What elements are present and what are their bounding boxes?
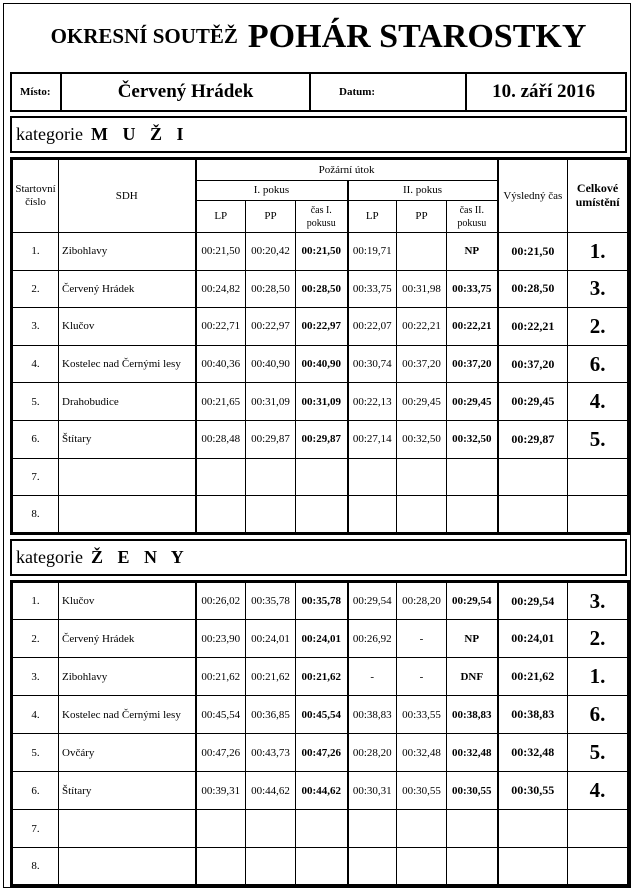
lp1-time [196,458,246,496]
col-pp2: PP [397,201,447,233]
category-name: Ž E N Y [90,547,189,567]
col-start: Startovní číslo [12,159,59,233]
table-row [12,620,629,658]
table-row [12,420,629,458]
pp2-time: 00:31,98 [397,270,447,308]
overall-rank: 1. [568,658,629,696]
result-time: 00:30,55 [498,772,568,810]
result-time [498,458,568,496]
pp2-time [397,233,447,271]
start-number: 2. [12,620,59,658]
table-row [12,458,629,496]
overall-rank: 5. [568,420,629,458]
try2-time [447,810,498,848]
place-label: Místo: [11,73,61,111]
lp2-time [348,848,397,886]
overall-rank: 3. [568,270,629,308]
lp2-time [348,496,397,534]
team-name: Kostelec nad Černými lesy [59,696,196,734]
try1-time: 00:35,78 [296,582,348,620]
lp1-time: 00:28,48 [196,420,246,458]
lp1-time: 00:23,90 [196,620,246,658]
try2-time: 00:37,20 [447,345,498,383]
start-number: 8. [12,848,59,886]
title-big: POHÁR STAROSTKY [247,18,587,55]
try2-time [447,458,498,496]
table-row [12,383,629,421]
lp1-time [196,496,246,534]
pp2-time: 00:32,50 [397,420,447,458]
pp1-time: 00:22,97 [246,308,296,346]
try1-time: 00:47,26 [296,734,348,772]
pp2-time: - [397,620,447,658]
try2-time: 00:29,54 [447,582,498,620]
try1-time: 00:24,01 [296,620,348,658]
pp2-time [397,458,447,496]
try2-time [447,848,498,886]
start-number: 8. [12,496,59,534]
pp1-time: 00:35,78 [246,582,296,620]
lp2-time: 00:38,83 [348,696,397,734]
lp2-time: 00:29,54 [348,582,397,620]
team-name [59,810,196,848]
team-name: Klučov [59,308,196,346]
team-name: Kostelec nad Černými lesy [59,345,196,383]
lp1-time [196,848,246,886]
team-name [59,848,196,886]
col-t1: čas I. pokusu [296,201,348,233]
try1-time [296,496,348,534]
lp2-time [348,810,397,848]
table-row [12,582,629,620]
overall-rank: 2. [568,308,629,346]
lp2-time: 00:22,13 [348,383,397,421]
lp2-time: 00:27,14 [348,420,397,458]
page-title [0,18,637,56]
pp2-time [397,848,447,886]
lp1-time: 00:22,71 [196,308,246,346]
category-label: kategorie [16,124,83,144]
info-table [10,72,627,112]
try2-time: 00:29,45 [447,383,498,421]
pp1-time [246,848,296,886]
table-row [12,772,629,810]
col-rank: Celkové umístění [568,159,629,233]
table-row [12,308,629,346]
overall-rank: 5. [568,734,629,772]
pp1-time: 00:40,90 [246,345,296,383]
start-number: 7. [12,810,59,848]
start-number: 7. [12,458,59,496]
start-number: 3. [12,658,59,696]
start-number: 5. [12,383,59,421]
pp1-time: 00:44,62 [246,772,296,810]
overall-rank [568,848,629,886]
overall-rank [568,810,629,848]
team-name: Štítary [59,772,196,810]
pp2-time [397,810,447,848]
team-name: Červený Hrádek [59,270,196,308]
pp2-time: 00:29,45 [397,383,447,421]
team-name: Drahobudice [59,383,196,421]
team-name: Červený Hrádek [59,620,196,658]
overall-rank: 2. [568,620,629,658]
pp2-time: 00:33,55 [397,696,447,734]
pp1-time: 00:29,87 [246,420,296,458]
team-name [59,496,196,534]
try1-time: 00:40,90 [296,345,348,383]
lp1-time: 00:24,82 [196,270,246,308]
result-time: 00:37,20 [498,345,568,383]
lp2-time [348,458,397,496]
try1-time: 00:21,50 [296,233,348,271]
overall-rank [568,458,629,496]
lp1-time: 00:21,65 [196,383,246,421]
result-time: 00:22,21 [498,308,568,346]
pp1-time [246,810,296,848]
result-time: 00:28,50 [498,270,568,308]
try1-time: 00:44,62 [296,772,348,810]
try1-time [296,848,348,886]
category-header-zeny [10,539,627,576]
lp2-time: 00:33,75 [348,270,397,308]
date-value: 10. září 2016 [466,73,626,111]
result-time: 00:29,87 [498,420,568,458]
result-time: 00:24,01 [498,620,568,658]
col-t2: čas II. pokusu [447,201,498,233]
col-result: Výsledný čas [498,159,568,233]
try1-time: 00:21,62 [296,658,348,696]
try2-time: 00:33,75 [447,270,498,308]
pp2-time: - [397,658,447,696]
table-row [12,270,629,308]
pp1-time: 00:31,09 [246,383,296,421]
lp1-time: 00:21,62 [196,658,246,696]
try2-time: 00:30,55 [447,772,498,810]
lp2-time: 00:28,20 [348,734,397,772]
pp2-time: 00:37,20 [397,345,447,383]
try1-time: 00:28,50 [296,270,348,308]
lp2-time: - [348,658,397,696]
category-label: kategorie [16,547,83,567]
pp1-time: 00:36,85 [246,696,296,734]
lp1-time: 00:21,50 [196,233,246,271]
result-time [498,496,568,534]
start-number: 1. [12,233,59,271]
start-number: 2. [12,270,59,308]
result-time [498,810,568,848]
table-row [12,848,629,886]
table-row [12,233,629,271]
pp2-time [397,496,447,534]
try1-time: 00:29,87 [296,420,348,458]
table-row [12,345,629,383]
table-row [12,696,629,734]
result-time: 00:29,54 [498,582,568,620]
overall-rank: 4. [568,383,629,421]
pp1-time: 00:20,42 [246,233,296,271]
start-number: 6. [12,772,59,810]
pp1-time: 00:43,73 [246,734,296,772]
result-time: 00:32,48 [498,734,568,772]
pp1-time [246,458,296,496]
try1-time: 00:31,09 [296,383,348,421]
pp1-time [246,496,296,534]
table-row [12,810,629,848]
results-table-zeny [10,580,630,887]
lp1-time: 00:39,31 [196,772,246,810]
lp1-time: 00:26,02 [196,582,246,620]
start-number: 1. [12,582,59,620]
overall-rank: 6. [568,696,629,734]
table-row [12,496,629,534]
col-attack: Požární útok [196,159,498,181]
table-row [12,658,629,696]
result-time [498,848,568,886]
overall-rank: 4. [568,772,629,810]
col-pp1: PP [246,201,296,233]
result-time: 00:21,62 [498,658,568,696]
category-header-muzi [10,116,627,153]
lp2-time: 00:26,92 [348,620,397,658]
try1-time: 00:45,54 [296,696,348,734]
team-name: Zibohlavy [59,658,196,696]
results-table-muzi [10,157,630,535]
team-name: Ovčáry [59,734,196,772]
lp2-time: 00:22,07 [348,308,397,346]
col-lp2: LP [348,201,397,233]
lp2-time: 00:30,74 [348,345,397,383]
try2-time [447,496,498,534]
lp1-time: 00:40,36 [196,345,246,383]
result-time: 00:29,45 [498,383,568,421]
overall-rank: 6. [568,345,629,383]
lp2-time: 00:30,31 [348,772,397,810]
try1-time [296,810,348,848]
try2-time: NP [447,620,498,658]
overall-rank: 1. [568,233,629,271]
pp1-time: 00:21,62 [246,658,296,696]
lp1-time: 00:45,54 [196,696,246,734]
col-try1: I. pokus [196,181,348,201]
try1-time [296,458,348,496]
result-time: 00:38,83 [498,696,568,734]
team-name: Zibohlavy [59,233,196,271]
pp2-time: 00:30,55 [397,772,447,810]
table-row [12,734,629,772]
try2-time: 00:32,48 [447,734,498,772]
category-name: M U Ž I [90,124,189,144]
team-name [59,458,196,496]
title-small: OKRESNÍ SOUTĚŽ [50,24,238,48]
pp2-time: 00:28,20 [397,582,447,620]
try2-time: 00:22,21 [447,308,498,346]
lp1-time: 00:47,26 [196,734,246,772]
start-number: 4. [12,345,59,383]
pp1-time: 00:28,50 [246,270,296,308]
pp1-time: 00:24,01 [246,620,296,658]
team-name: Štítary [59,420,196,458]
col-sdh: SDH [59,159,196,233]
try2-time: 00:38,83 [447,696,498,734]
place-value: Červený Hrádek [61,73,310,111]
col-lp1: LP [196,201,246,233]
lp2-time: 00:19,71 [348,233,397,271]
pp2-time: 00:22,21 [397,308,447,346]
overall-rank: 3. [568,582,629,620]
start-number: 6. [12,420,59,458]
result-time: 00:21,50 [498,233,568,271]
start-number: 3. [12,308,59,346]
try2-time: NP [447,233,498,271]
try2-time: DNF [447,658,498,696]
start-number: 4. [12,696,59,734]
start-number: 5. [12,734,59,772]
col-try2: II. pokus [348,181,498,201]
try1-time: 00:22,97 [296,308,348,346]
pp2-time: 00:32,48 [397,734,447,772]
overall-rank [568,496,629,534]
team-name: Klučov [59,582,196,620]
date-label: Datum: [310,73,466,111]
try2-time: 00:32,50 [447,420,498,458]
lp1-time [196,810,246,848]
